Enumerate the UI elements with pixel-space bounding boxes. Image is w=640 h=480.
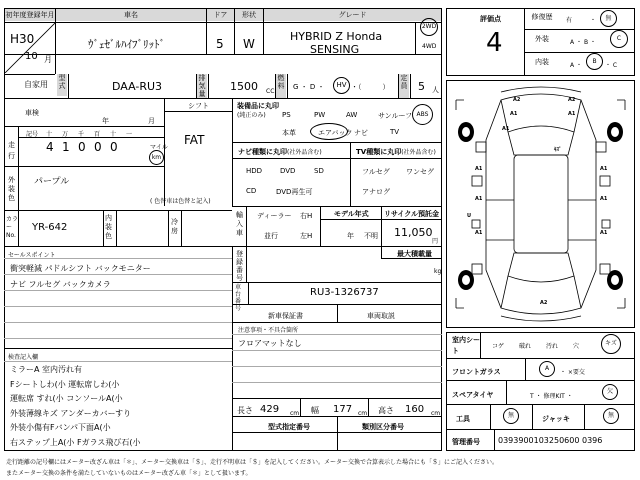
tv-type-title: [356, 147, 436, 157]
equipment-option: サンルーフ: [378, 112, 413, 120]
navi-option: DVD: [280, 167, 296, 175]
width-value: 177: [333, 404, 353, 415]
repair-sep: ・: [590, 17, 597, 24]
damage-u-left: U: [467, 213, 472, 219]
abs-label: ABS: [416, 111, 429, 118]
inspection-label: 車検: [25, 109, 39, 117]
chassis-number: RU3-1326737: [310, 287, 379, 298]
tv-title-text: TV種類に丸印: [356, 148, 402, 156]
notes-label: 注意事項・不具合箇所: [238, 327, 299, 334]
max-load-label: 最大積載量: [397, 250, 432, 258]
glass-a-circled: A: [539, 361, 555, 377]
type-label: 型式: [57, 74, 67, 96]
damage-a1-left-rear: A1: [475, 230, 483, 236]
navi-title-sub: (社外品含む): [287, 149, 322, 156]
fuel-options: G ・ D ・: [293, 83, 325, 91]
inspector-note-line: Fシートしわ(小 運転席しわ(小: [10, 379, 120, 389]
mileage-digit: 0: [78, 140, 86, 154]
max-load-kg: kg: [434, 268, 442, 275]
length-unit: cm: [290, 410, 300, 417]
damage-a1-right-door-2: A1: [600, 196, 608, 202]
seat-label: 室内シート: [452, 336, 480, 355]
use-type: 自家用: [24, 80, 48, 89]
glass-other: ・ ×要交: [560, 369, 585, 376]
exterior-grade-ab: A ・ B ・: [570, 39, 596, 46]
seat-option: 破れ: [519, 343, 532, 350]
fuel-other: ・（ ）: [351, 83, 390, 91]
mileage-symbol-label: 記号: [26, 131, 39, 138]
import-right-hand: 右H: [300, 212, 313, 220]
model-spec-label: 型式指定番号: [268, 423, 310, 431]
door-count: 5: [216, 37, 224, 51]
seat-option: 汚れ: [546, 343, 559, 350]
shape-header: 形状: [235, 9, 263, 21]
footer-note-1: 走行距離の記号欄にはメーター改ざん車は「＊」、メーター交換車は「＄」、走行不明車は「＄」を記入してください。メーター交換で合算表示した場合にも「＄」にご記入ください。: [6, 459, 499, 466]
width-unit: cm: [358, 410, 368, 417]
equipment-title-sub: (純正のみ): [237, 112, 266, 119]
inspection-year-unit: 年: [102, 117, 109, 125]
navi-option: DVD再生可: [276, 188, 313, 196]
registration-no-label: 登録番号: [236, 250, 243, 282]
tv-option: フルセグ: [362, 168, 390, 176]
tools-label: 工具: [456, 415, 470, 423]
tv-option: アナログ: [362, 188, 390, 196]
model-year-label: モデル年式: [334, 210, 369, 218]
equipment-option: エアバック: [318, 129, 353, 137]
drive-4wd: 4WD: [422, 43, 437, 50]
mileage-digit-label: 百: [94, 131, 101, 138]
damage-a1-right-door-1: A1: [600, 166, 608, 172]
exterior-color-value: パープル: [34, 177, 70, 187]
cc-unit: CC: [266, 88, 275, 95]
reg-year: H30: [10, 32, 35, 46]
mileage-digit: 1: [62, 140, 70, 154]
door-header: ドア: [207, 9, 234, 21]
equipment-option: TV: [390, 128, 400, 136]
fuel-hv-circled: HV: [333, 77, 350, 94]
spare-tire-label: スペアタイヤ: [452, 391, 494, 399]
grade-line1: HYBRID Z Honda: [290, 30, 383, 43]
damage-a1-hood-right: A1: [568, 111, 576, 117]
exterior-color-label: 外装色: [8, 176, 15, 202]
damage-a1-hood-left: A1: [510, 111, 518, 117]
inspector-note-line: 外装小傷有Fバンパ下面A(小: [10, 423, 111, 432]
score-label: 評価点: [480, 15, 501, 23]
mileage-digit-label: 十: [110, 131, 117, 138]
mileage-label: 走行: [8, 141, 15, 160]
airbag-circle: [310, 123, 348, 140]
mileage-digit-label: 千: [78, 131, 85, 138]
damage-a2-front: A2: [513, 97, 521, 103]
import-parallel: 並行: [264, 232, 278, 240]
selling-points-label: セールスポイント: [8, 252, 56, 259]
mileage-unit-mile: マイル: [150, 144, 168, 151]
seat-kizu-circled: キズ: [601, 334, 621, 354]
vehicle-name: ｳﾞｪｾﾞﾙﾊｲﾌﾞﾘｯﾄﾞ: [88, 38, 165, 51]
equipment-title: 装備品に丸印: [237, 102, 279, 110]
exterior-grade-c-circled: C: [610, 30, 628, 48]
front-glass-label: フロントガラス: [452, 368, 501, 376]
jack-none-circled: 無: [603, 408, 619, 424]
repair-yes: 有: [566, 17, 573, 24]
int-grade-a: A: [570, 62, 575, 69]
recycle-label: リサイクル預託金: [384, 210, 440, 218]
capacity-unit: 人: [432, 86, 439, 94]
shift-label: シフト: [188, 102, 209, 110]
import-label: 輸入車: [236, 211, 243, 237]
reg-month: 10: [25, 51, 38, 62]
height-unit: cm: [431, 410, 441, 417]
repair-no-circled: 無: [600, 10, 617, 27]
car-diagram: [446, 80, 635, 328]
seat-option: コゲ: [492, 343, 505, 350]
inspector-note-line: 外装薄線キズ アンダーカバーすり: [10, 408, 132, 418]
damage-a1-fender: A1: [502, 126, 510, 132]
length-value: 429: [260, 404, 280, 415]
equipment-abs-circled: [412, 104, 433, 125]
width-label: 幅: [311, 406, 319, 415]
spare-options: T ・ 修理KIT ・: [530, 393, 573, 400]
damage-a1-right-rear: A1: [600, 230, 608, 236]
selling-point-line-1: 衝突軽減 パドルシフト バックモニター: [10, 264, 151, 273]
jack-label: ジャッキ: [542, 415, 570, 423]
equipment-option: PW: [314, 111, 326, 119]
navi-option: CD: [246, 187, 257, 195]
damage-kizu-roof: ｷｽﾞ: [554, 147, 562, 153]
mileage-digit-label: 十: [46, 131, 53, 138]
notes-line-1: フロアマットなし: [238, 339, 302, 348]
ext-grade-b: B: [583, 39, 589, 46]
vehicle-manual: 車両取説: [367, 312, 395, 320]
navi-option: HDD: [246, 167, 263, 175]
height-value: 160: [405, 404, 425, 415]
mileage-digit: 0: [110, 140, 118, 154]
capacity-value: 5: [418, 80, 425, 93]
navi-type-title: [238, 147, 322, 157]
damage-a2-rear: A2: [540, 300, 548, 306]
class-number-label: 類別区分番号: [362, 423, 404, 431]
date-diagonal: [5, 23, 55, 73]
height-label: 高さ: [378, 406, 394, 415]
capacity-label: 定員: [399, 74, 409, 98]
equipment-option: 本革: [282, 129, 296, 137]
footer-note-2: またメーター交換の条件を満たしていないものはメーター改ざん車「＊」として扱います。: [6, 470, 252, 477]
model-year-unknown: 不明: [364, 232, 378, 240]
model-code: DAA-RU3: [112, 80, 163, 93]
mileage-digit: 0: [94, 140, 102, 154]
equipment-option: AW: [346, 111, 358, 119]
mileage-digit: 4: [46, 140, 54, 154]
seat-option: 穴: [573, 343, 580, 350]
score-value: 4: [486, 28, 503, 58]
interior-grade-c: ・ C: [605, 62, 618, 69]
color-change-note: ( 色替車は色替と記入): [150, 198, 211, 205]
reg-month-unit: 月: [44, 55, 52, 64]
inspection-month-unit: 月: [148, 117, 155, 125]
int-grade-c: C: [612, 62, 618, 69]
damage-a1-left-door-1: A1: [475, 166, 483, 172]
interior-grade-a: A ・: [570, 62, 583, 69]
damage-a2-front-right: A2: [568, 97, 576, 103]
management-no-label: 管理番号: [452, 438, 480, 446]
mileage-unit-km-circled: km: [149, 150, 164, 165]
color-code-label: カラー No.: [6, 216, 19, 239]
mileage-digit-label: 一: [126, 131, 133, 138]
displacement-value: 1500: [230, 80, 258, 93]
damage-a1-left-door-2: A1: [475, 196, 483, 202]
equipment-option: PS: [282, 111, 291, 119]
model-year-unit: 年: [347, 232, 354, 240]
inspector-note-line: ミラーA 室内汚れ有: [10, 365, 83, 374]
drive-2wd-circled: 2WD: [420, 18, 438, 36]
interior-grade-label: 内装: [535, 58, 549, 66]
new-car-warranty: 新車保証書: [268, 312, 303, 320]
name-header: 車名: [56, 9, 206, 21]
grade-line2: SENSING: [310, 43, 360, 56]
exterior-grade-label: 外装: [535, 35, 549, 43]
tools-none-circled: 無: [503, 408, 519, 424]
mileage-digit-label: 万: [62, 131, 69, 138]
import-left-hand: 左H: [300, 232, 313, 240]
body-shape: W: [243, 37, 255, 51]
inspector-notes-label: 検査記入欄: [8, 354, 39, 361]
color-code-value: YR-642: [32, 222, 68, 233]
inspector-note-line: 右ステップ上A(小 Fガラス飛び石(小: [10, 437, 141, 447]
shift-value: FAT: [184, 133, 205, 147]
chassis-label: 車台番号: [235, 284, 242, 312]
recycle-yen: 円: [432, 238, 439, 245]
inspector-note-line: 運転席 すれ(小 コンソールA(小: [10, 394, 123, 403]
import-dealer: ディーラー: [257, 212, 292, 220]
tv-title-sub: (社外品含む): [401, 149, 436, 156]
repair-history-label: 修復歴: [531, 13, 553, 21]
tv-option: ワンセグ: [406, 168, 434, 176]
navi-title-text: ナビ種類に丸印: [238, 148, 287, 156]
selling-point-line-2: ナビ フルセグ バックカメラ: [10, 280, 111, 289]
recycle-value: 11,050: [394, 226, 433, 239]
management-no-value: 0393900103250600 0396: [498, 436, 603, 445]
equipment-option: ナビ: [354, 129, 368, 137]
interior-color-label: 内装色: [105, 214, 112, 240]
interior-grade-b-circled: B: [586, 53, 603, 70]
ac-label: 冷房: [171, 218, 178, 235]
reg-date-header: 初年度登録年月: [5, 11, 55, 19]
navi-option: SD: [314, 167, 324, 175]
length-label: 長さ: [237, 406, 253, 415]
ext-grade-a: A: [570, 39, 575, 46]
spare-missing-circled: 欠: [602, 384, 618, 400]
grade-header: グレード: [264, 9, 441, 21]
fuel-label: 燃料: [276, 74, 286, 98]
displacement-label: 排気量: [198, 74, 206, 98]
